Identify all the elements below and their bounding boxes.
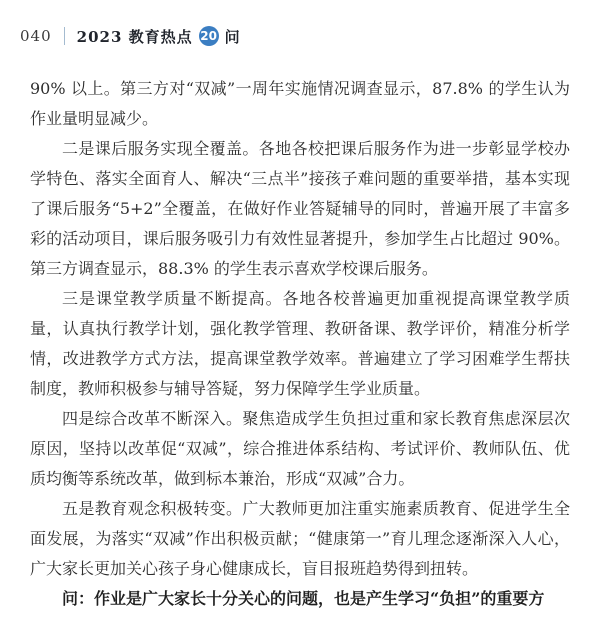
book-title: 2023 教育热点: [76, 27, 193, 46]
badge-20-icon: 20: [199, 26, 219, 46]
paragraph-third-point: 三是课堂教学质量不断提高。各地各校普遍更加重视提高课堂教学质量，认真执行教学计划，强化教学管理、教研备课、教学评价，精准分析学情，改进教学方式方法，提高课堂教学效率。普遍建立了学习困难学生帮扶制度，教师积极参与辅导答疑，努力保障学生学业质量。: [30, 289, 570, 398]
header-divider: [64, 27, 65, 45]
paragraph-fourth-point: 四是综合改革不断深入。聚焦造成学生负担过重和家长教育焦虑深层次原因，坚持以改革促“双减”，综合推进体系结构、考试评价、教师队伍、优质均衡等系统改革，做到标本兼治，形成“双减”合力。: [30, 409, 570, 488]
book-title-suffix: 问: [224, 27, 240, 46]
question-label: 问：: [62, 589, 95, 608]
page-body: [0, 47, 600, 614]
paragraph-continuation: 90% 以上。第三方对“双减”一周年实施情况调查显示，87.8% 的学生认为作业量明显减少。: [30, 79, 570, 128]
page-number: 040: [20, 27, 52, 45]
question-line: [30, 584, 570, 614]
question-text: 作业是广大家长十分关心的问题，也是产生学习“负担”的重要方: [94, 589, 545, 608]
paragraph-second-point: 二是课后服务实现全覆盖。各地各校把课后服务作为进一步彰显学校办学特色、落实全面育人、解决“三点半”接孩子难问题的重要举措，基本实现了课后服务“5+2”全覆盖，在做好作业答疑辅导的同时，普遍开展了丰富多彩的活动项目，课后服务吸引力有效性显著提升，参加学生占比超过 90%。第三方调查显示，88.3% 的学生表示喜欢学校课后服务。: [30, 139, 570, 278]
paragraph-fifth-point: 五是教育观念积极转变。广大教师更加注重实施素质教育、促进学生全面发展，为落实“双减”作出积极贡献；“健康第一”育儿理念逐渐深入人心，广大家长更加关心孩子身心健康成长，盲目报班趋势得到扭转。: [30, 499, 570, 578]
page-header: [0, 0, 600, 47]
